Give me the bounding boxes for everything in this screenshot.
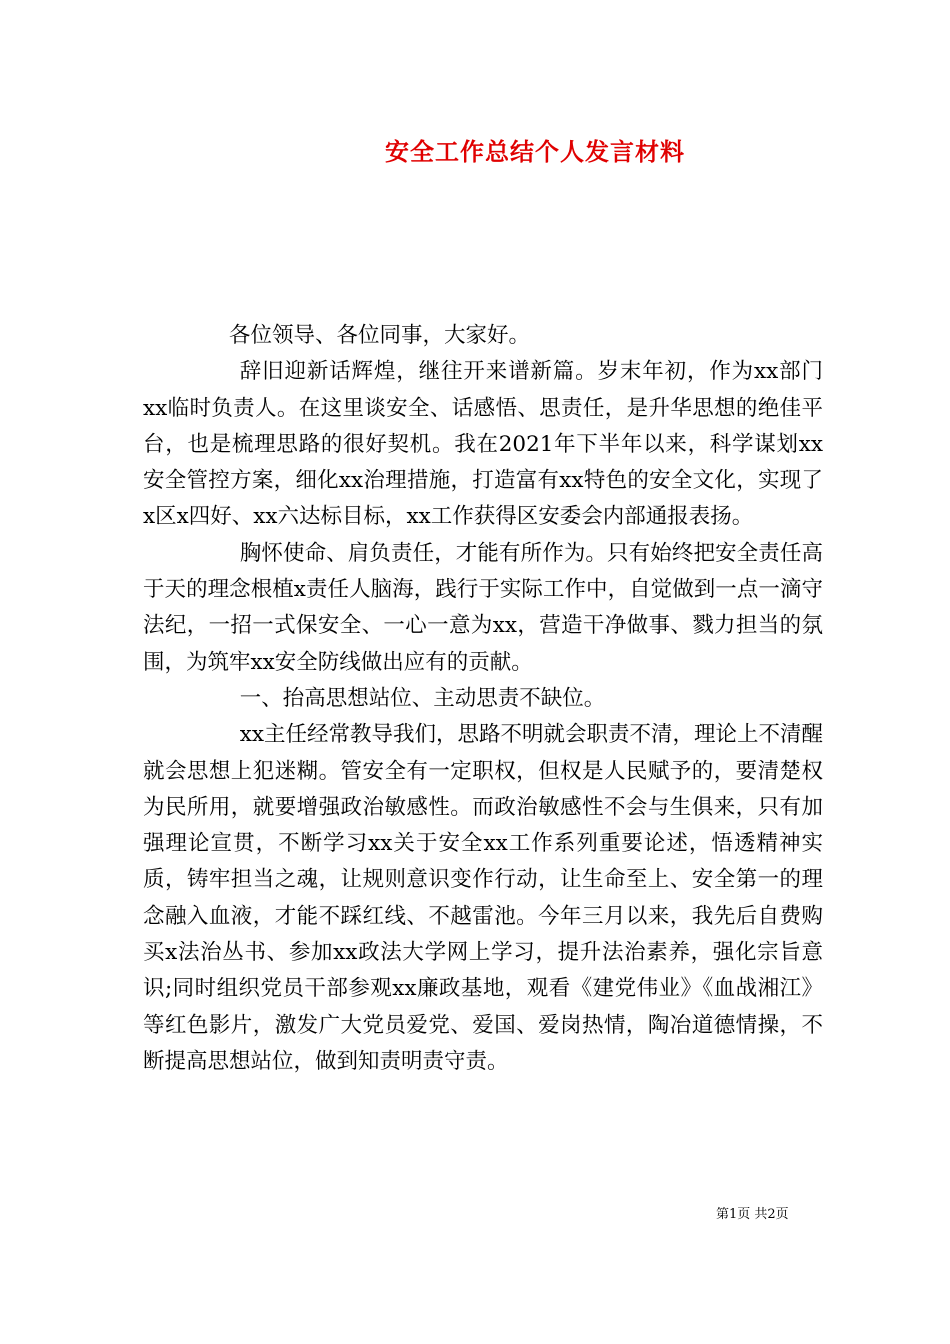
document-body [143, 318, 823, 1080]
page-footer: 第1页 共2页 [716, 1207, 789, 1222]
paragraph-opening: 辞旧迎新话辉煌，继往开来谱新篇。岁末年初，作为xx部门xx临时负责人。在这里谈安全、话感悟、思责任，是升华思想的绝佳平台，也是梳理思路的很好契机。我在2021年下半年以来，科学谋划xx安全管控方案，细化xx治理措施，打造富有xx特色的安全文化，实现了x区x四好、xx六达标目标，xx工作获得区安委会内部通报表扬。 [143, 359, 823, 530]
section-heading-1: 一、抬高思想站位、主动思责不缺位。 [239, 685, 606, 711]
paragraph-section-1: xx主任经常教导我们，思路不明就会职责不清，理论上不清醒就会思想上犯迷糊。管安全有一定职权，但权是人民赋予的，要清楚权为民所用，就要增强政治敏感性。而政治敏感性不会与生俱来，只有加强理论宣贯，不断学习xx关于安全xx工作系列重要论述，悟透精神实质，铸牢担当之魂，让规则意识变作行动，让生命至上、安全第一的理念融入血液，才能不踩红线、不越雷池。今年三月以来，我先后自费购买x法治丛书、参加xx政法大学网上学习，提升法治素养，强化宗旨意识;同时组织党员干部参观xx廉政基地，观看《建党伟业》《血战湘江》等红色影片，激发广大党员爱党、爱国、爱岗热情，陶冶道德情操，不断提高思想站位，做到知责明责守责。 [143, 722, 824, 1074]
document-title: 安全工作总结个人发言材料 [385, 138, 685, 166]
paragraph-mission: 胸怀使命、肩负责任，才能有所作为。只有始终把安全责任高于天的理念根植x责任人脑海，践行于实际工作中，自觉做到一点一滴守法纪，一招一式保安全、一心一意为xx，营造干净做事、戮力担当的氛围，为筑牢xx安全防线做出应有的贡献。 [143, 540, 823, 675]
paragraph-greeting: 各位领导、各位同事，大家好。 [229, 323, 531, 348]
